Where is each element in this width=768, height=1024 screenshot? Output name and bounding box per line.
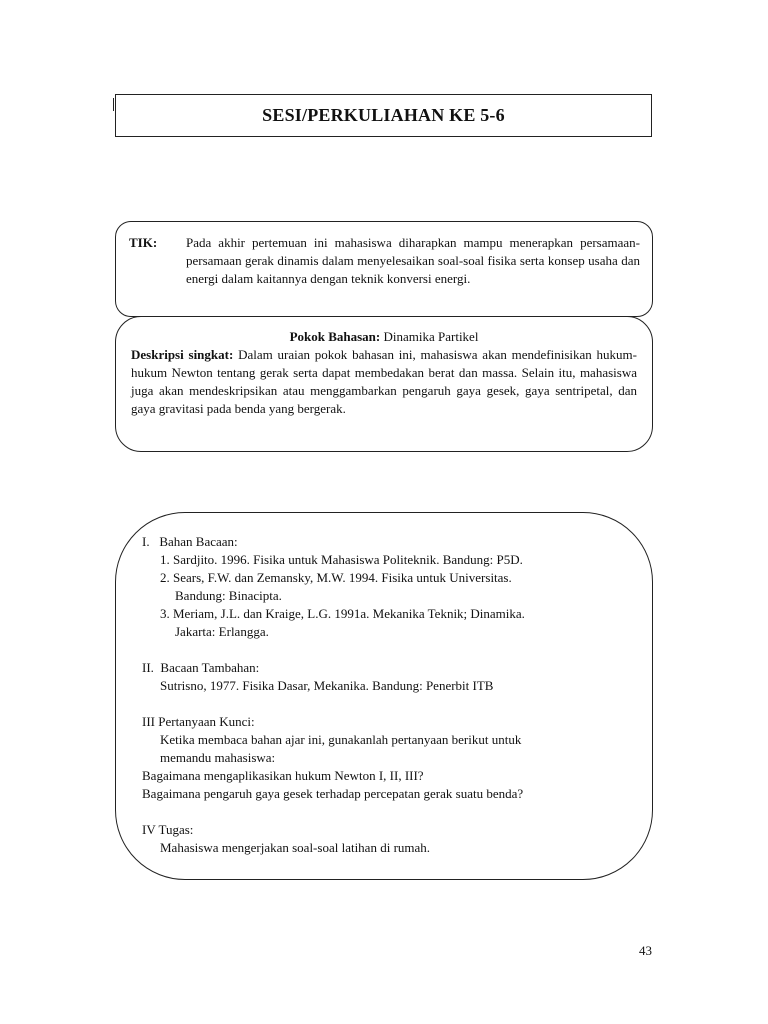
deskripsi-paragraph	[131, 346, 637, 418]
reference-item-3-cont: Jakarta: Erlangga.	[175, 624, 269, 639]
reference-item-1: 1. Sardjito. 1996. Fisika untuk Mahasiswa Politeknik. Bandung: P5D.	[160, 552, 523, 567]
reference-item-3: 3. Meriam, J.L. dan Kraige, L.G. 1991a. Mekanika Teknik; Dinamika.	[160, 606, 525, 621]
bacaan-tambahan-heading: II. Bacaan Tambahan:	[142, 660, 260, 675]
bacaan-tambahan-item: Sutrisno, 1977. Fisika Dasar, Mekanika. Bandung: Penerbit ITB	[160, 678, 494, 693]
session-title: SESI/PERKULIAHAN KE 5-6	[262, 105, 505, 125]
tik-box	[115, 221, 653, 317]
tik-row	[129, 234, 640, 288]
tugas-heading: IV Tugas:	[142, 822, 194, 837]
bahan-bacaan-heading: I. Bahan Bacaan:	[142, 534, 238, 549]
pokok-bahasan-value: Dinamika Partikel	[383, 329, 479, 344]
pertanyaan-intro-cont: memandu mahasiswa:	[160, 750, 276, 765]
corner-mark	[113, 98, 114, 111]
spacer	[142, 641, 652, 659]
reference-item-2: 2. Sears, F.W. dan Zemansky, M.W. 1994. Fisika untuk Universitas.	[160, 570, 512, 585]
tugas-item: Mahasiswa mengerjakan soal-soal latihan di rumah.	[160, 840, 431, 855]
spacer	[142, 803, 652, 821]
page-number: 43	[639, 943, 652, 958]
pertanyaan-item-1: Bagaimana mengaplikasikan hukum Newton I, II, III?	[142, 768, 424, 783]
session-title-box	[115, 94, 652, 137]
tik-text: Pada akhir pertemuan ini mahasiswa diharapkan mampu menerapkan persamaan-persamaan gerak dinamis dalam menyelesaikan soal-soal fisika serta konsep usaha dan energi dalam kaitannya dengan teknik konversi energi.	[186, 235, 640, 286]
deskripsi-text: Dalam uraian pokok bahasan ini, mahasiswa akan mendefinisikan hukum-hukum Newton tentang gerak serta dapat membedakan berat dan massa. Selain itu, mahasiswa juga akan mendeskripsikan atau menggambarkan pengaruh gaya gesek, gaya sentripetal, dan gaya gravitasi pada benda yang bergerak.	[131, 347, 637, 416]
pokok-bahasan-line	[131, 328, 637, 346]
bahan-bacaan-box	[115, 512, 653, 880]
deskripsi-label: Deskripsi singkat:	[131, 347, 234, 362]
pertanyaan-intro: Ketika membaca bahan ajar ini, gunakanlah pertanyaan berikut untuk	[160, 732, 522, 747]
spacer	[142, 695, 652, 713]
tik-label: TIK:	[129, 235, 158, 250]
pokok-bahasan-box	[115, 316, 653, 452]
pertanyaan-kunci-heading: III Pertanyaan Kunci:	[142, 714, 255, 729]
pertanyaan-item-2: Bagaimana pengaruh gaya gesek terhadap percepatan gerak suatu benda?	[142, 786, 524, 801]
pokok-bahasan-label: Pokok Bahasan:	[289, 329, 381, 344]
reference-item-2-cont: Bandung: Binacipta.	[175, 588, 282, 603]
